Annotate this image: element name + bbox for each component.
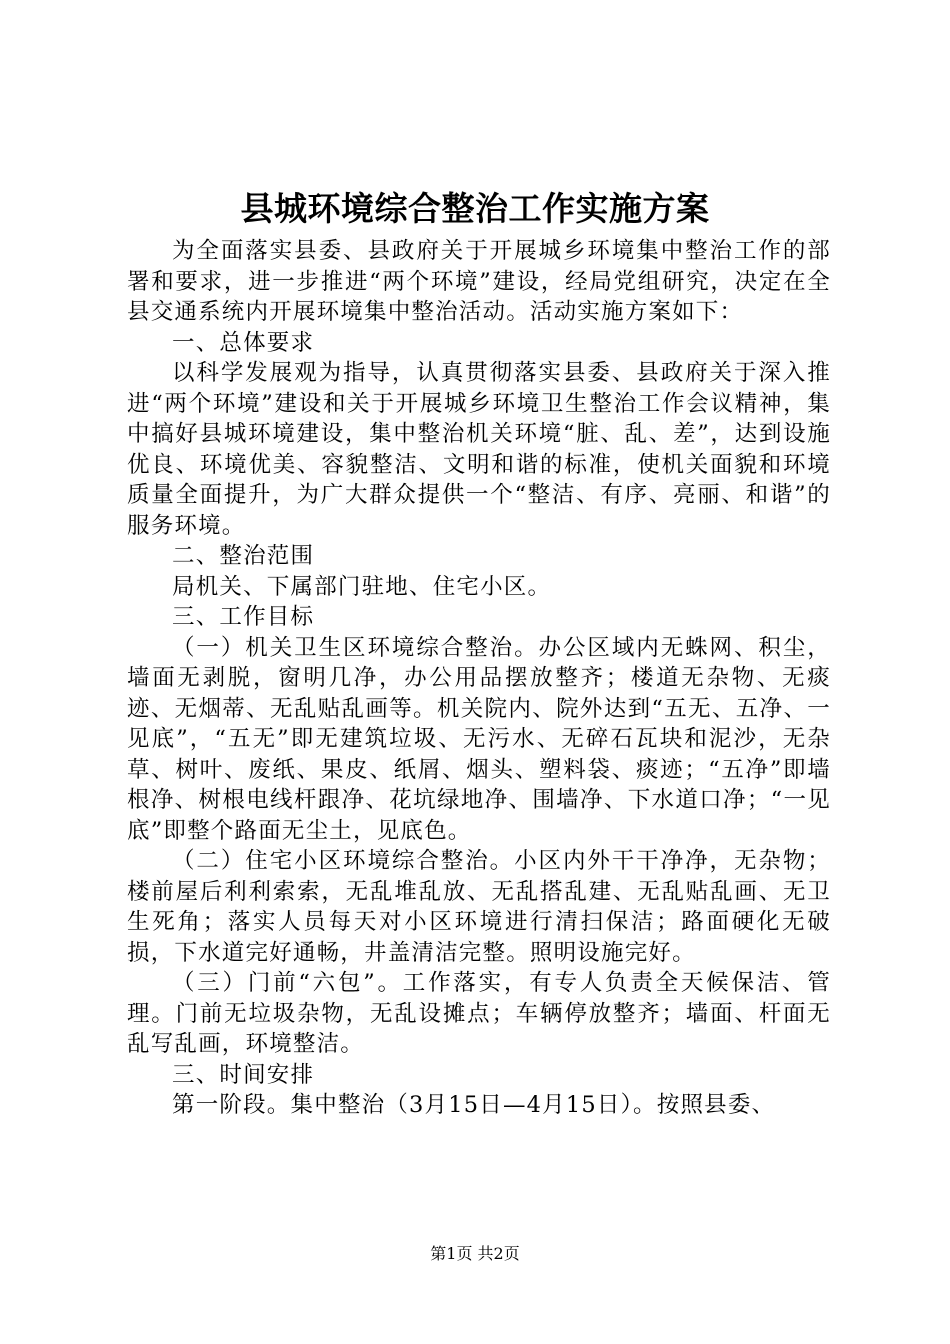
general-requirements-paragraph: 以科学发展观为指导，认真贯彻落实县委、县政府关于深入推进“两个环境”建设和关于开展城乡环境卫生整治工作会议精神，集中搞好县城环境建设，集中整治机关环境“脏、乱、差”，达到设施优良、环境优美、容貌整洁、文明和谐的标准，使机关面貌和环境质量全面提升，为广大群众提供一个“整洁、有序、亮丽、和谐”的服务环境。 — [127, 360, 831, 539]
schedule-paragraph: 第一阶段。集中整治（3月15日—4月15日）。按照县委、 — [172, 1092, 776, 1118]
intro-paragraph: 为全面落实县委、县政府关于开展城乡环境集中整治工作的部署和要求，进一步推进“两个环境”建设，经局党组研究，决定在全县交通系统内开展环境集中整治活动。活动实施方案如下： — [127, 238, 831, 325]
goal-item-1: （一）机关卫生区环境综合整治。办公区域内无蛛网、积尘，墙面无剥脱，窗明几净，办公用品摆放整齐；楼道无杂物、无痰迹、无烟蒂、无乱贴乱画等。机关院内、院外达到“五无、五净、一见底”，“五无”即无建筑垃圾、无污水、无碎石瓦块和泥沙，无杂草、树叶、废纸、果皮、纸屑、烟头、塑料袋、痰迹；“五净”即墙根净、树根电线杆跟净、花坑绿地净、围墙净、下水道口净；“一见底”即整个路面无尘土，见底色。 — [127, 634, 831, 844]
section-heading-schedule: 三、时间安排 — [172, 1061, 315, 1088]
page-footer: 第1页 共2页 — [430, 1244, 520, 1263]
document-body — [127, 236, 831, 1121]
section-heading-goals: 三、工作目标 — [172, 604, 315, 630]
scope-paragraph: 局机关、下属部门驻地、住宅小区。 — [172, 573, 552, 600]
document-title: 县城环境综合整治工作实施方案 — [240, 189, 710, 228]
section-heading-scope: 二、整治范围 — [172, 543, 315, 569]
goal-item-3: （三）门前“六包”。工作落实，有专人负责全天候保洁、管理。门前无垃圾杂物，无乱设摊点；车辆停放整齐；墙面、杆面无乱写乱画，环境整洁。 — [127, 970, 831, 1057]
section-heading-general-requirements: 一、总体要求 — [172, 329, 315, 356]
goal-item-2: （二）住宅小区环境综合整治。小区内外干干净净，无杂物；楼前屋后利利索索，无乱堆乱放、无乱搭乱建、无乱贴乱画、无卫生死角；落实人员每天对小区环境进行清扫保洁；路面硬化无破损，下水道完好通畅，井盖清洁完整。照明设施完好。 — [127, 848, 831, 966]
